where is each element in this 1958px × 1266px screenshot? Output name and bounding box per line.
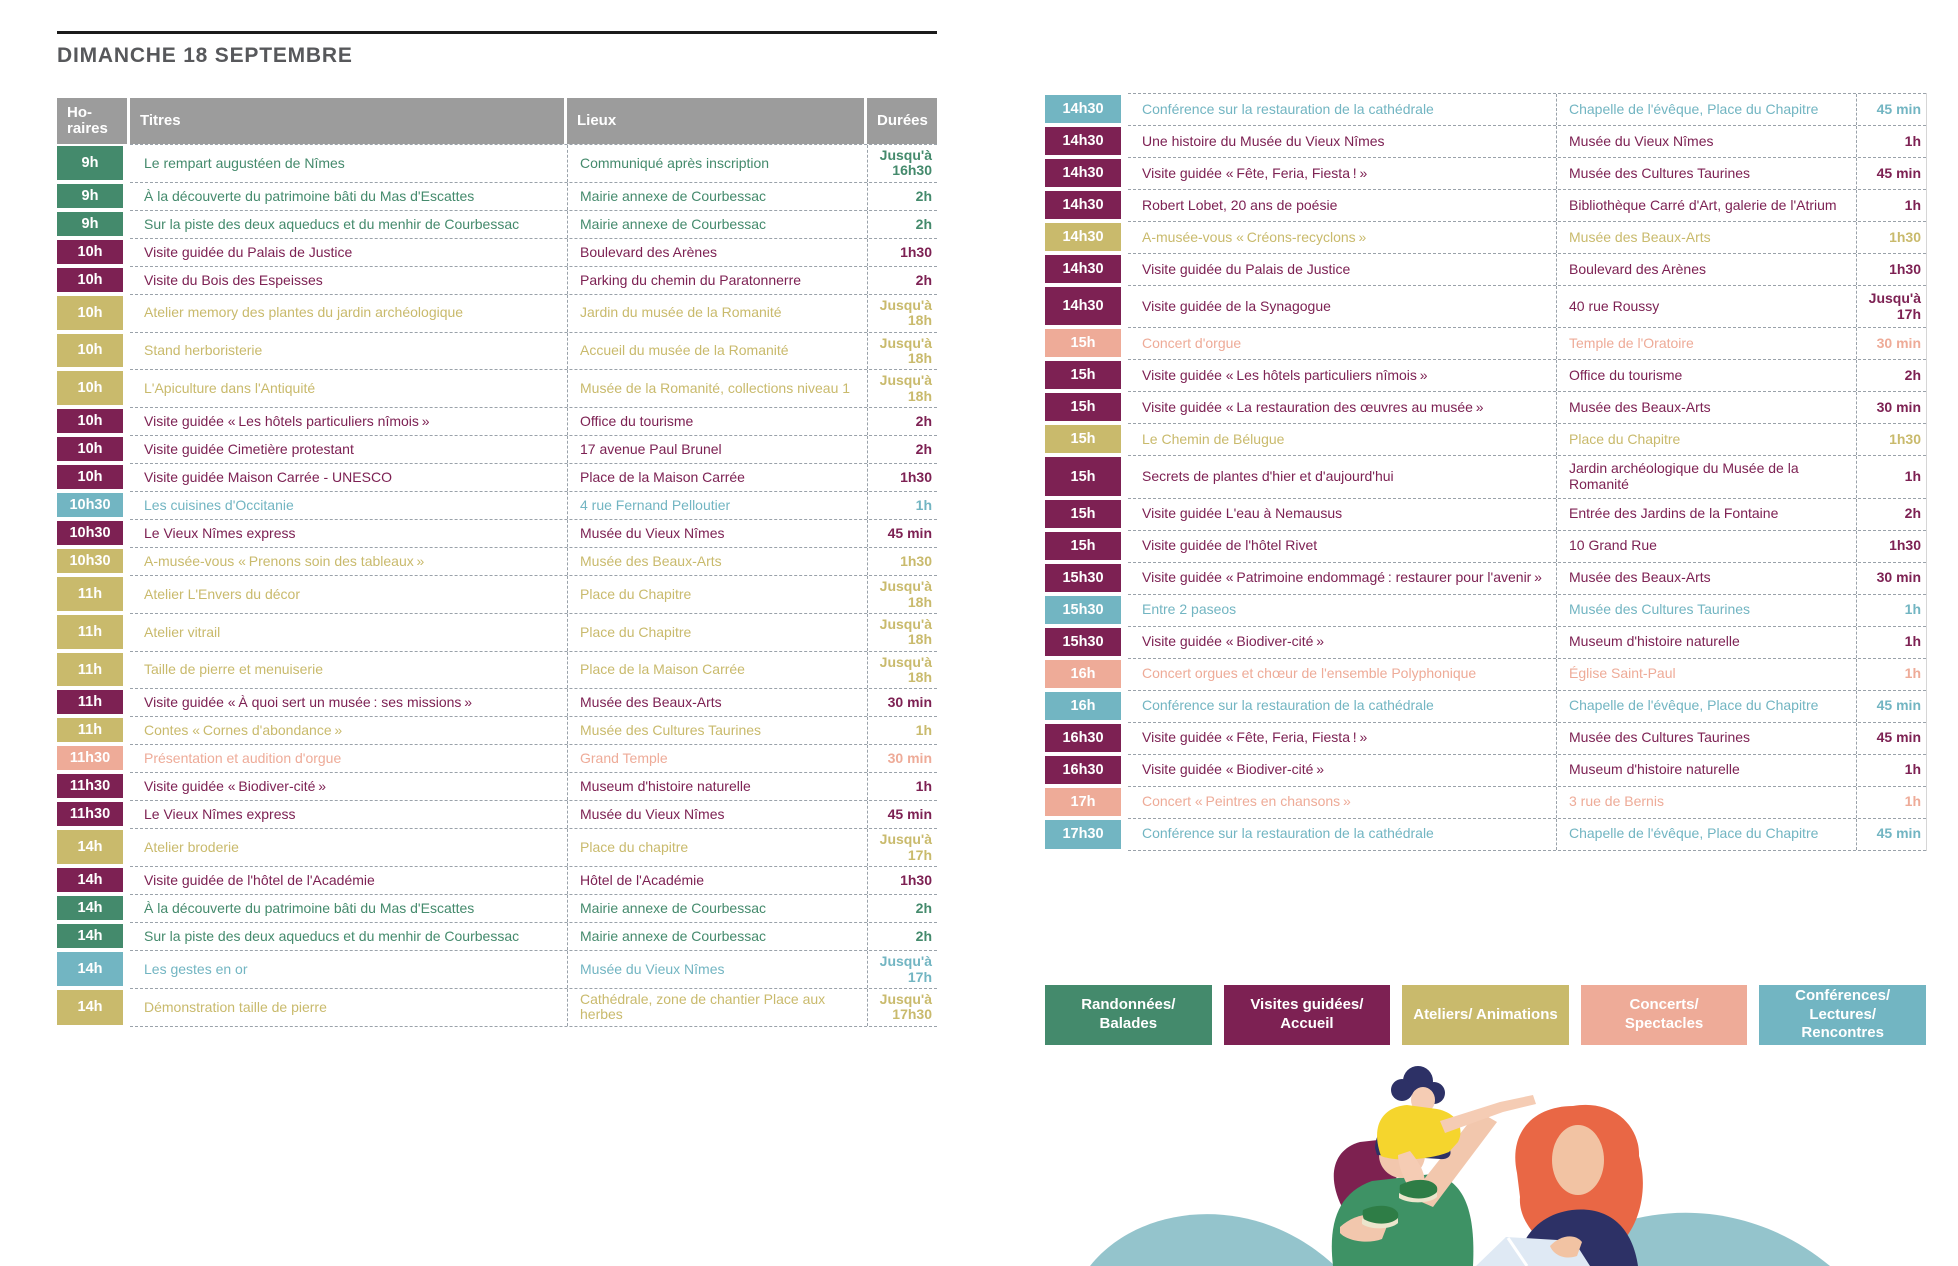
time-cell: 14h30 [1045,159,1121,187]
event-row [57,922,937,950]
event-title: L'Apiculture dans l'Antiquité [144,380,316,397]
event-title: Sur la piste des deux aqueducs et du menhir de Courbessac [144,928,520,945]
event-title: Robert Lobet, 20 ans de poésie [1142,196,1338,213]
woman-face [1552,1125,1604,1195]
time-cell: 17h30 [1045,820,1121,849]
event-duration: 1h30 [867,239,937,266]
schedule-table-afternoon [1045,93,1927,851]
event-title: Visite guidée « Fête, Feria, Fiesta ! » [1142,164,1368,181]
time-cell: 10h [57,334,123,368]
event-location: Chapelle de l'évêque, Place du Chapitre [1556,819,1856,850]
top-rule [57,31,937,34]
event-title: Visite guidée de l'hôtel de l'Académie [144,872,375,889]
event-row [57,435,937,463]
event-location: Entrée des Jardins de la Fontaine [1556,499,1856,530]
event-duration: 2h [1856,499,1926,530]
event-row [1045,818,1926,851]
event-row [1045,93,1926,125]
event-location: Musée des Cultures Taurines [1556,595,1856,626]
time-cell: 11h [57,690,123,714]
event-location: Mairie annexe de Courbessac [567,183,867,210]
event-title: Conférence sur la restauration de la cathédrale [1142,100,1434,117]
event-title: Les gestes en or [144,960,248,977]
event-duration: 1h30 [867,548,937,575]
event-row [57,266,937,294]
time-cell: 10h [57,437,123,461]
event-title: Visite guidée « Les hôtels particuliers nîmois » [144,412,430,429]
event-row [1045,530,1926,562]
event-title: Visite guidée « À quoi sert un musée : ses missions » [144,694,472,711]
event-duration: 2h [867,267,937,294]
event-row [1045,690,1926,722]
event-duration: 2h [867,923,937,950]
event-title: Présentation et audition d'orgue [144,750,342,767]
child-shirt [1377,1105,1460,1159]
event-title: Les cuisines d'Occitanie [144,496,294,513]
time-cell: 10h [57,240,123,264]
event-row [1045,253,1926,285]
event-location: 40 rue Roussy [1556,286,1856,327]
time-cell: 16h [1045,692,1121,720]
event-location: Musée des Beaux-Arts [567,689,867,716]
event-title: Le rempart augustéen de Nîmes [144,154,345,171]
event-duration: 30 min [1856,563,1926,594]
event-location: Place de la Maison Carrée [567,652,867,689]
event-title: Conférence sur la restauration de la cathédrale [1142,697,1434,714]
event-duration: 30 min [867,689,937,716]
event-location: Chapelle de l'évêque, Place du Chapitre [1556,691,1856,722]
event-duration: 30 min [867,745,937,772]
event-title: Stand herboristerie [144,342,263,359]
event-duration: 1h [1856,627,1926,658]
event-title: Visite guidée Maison Carrée - UNESCO [144,468,392,485]
legend-olive: Ateliers/ Animations [1402,985,1569,1045]
event-row [1045,359,1926,391]
event-duration: 2h [867,436,937,463]
family-illustration [1080,1055,1940,1266]
time-cell: 14h [57,896,123,920]
event-duration: 1h30 [1856,531,1926,562]
event-row [57,894,937,922]
event-row [57,800,937,828]
time-cell: 10h30 [57,493,123,517]
event-title: Sur la piste des deux aqueducs et du menhir de Courbessac [144,215,520,232]
event-duration: 45 min [1856,691,1926,722]
event-row [57,772,937,800]
legend-pink: Concerts/ Spectacles [1581,985,1748,1045]
event-location: Mairie annexe de Courbessac [567,923,867,950]
time-cell: 10h30 [57,521,123,545]
event-duration: Jusqu'à 18h [867,576,937,613]
event-title: Conférence sur la restauration de la cathédrale [1142,825,1434,842]
event-row [57,651,937,689]
time-cell: 15h30 [1045,628,1121,656]
event-location: Place de la Maison Carrée [567,464,867,491]
event-location: Place du chapitre [567,829,867,866]
event-duration: Jusqu'à 18h [867,614,937,651]
event-duration: 1h [1856,787,1926,818]
event-duration: 45 min [867,520,937,547]
event-title: À la découverte du patrimoine bâti du Mas d'Escattes [144,900,475,917]
event-location: 4 rue Fernand Pelloutier [567,492,867,519]
event-location: Musée des Beaux-Arts [1556,222,1856,253]
event-title: Le Vieux Nîmes express [144,524,296,541]
time-cell: 15h [1045,361,1121,389]
event-title: Concert « Peintres en chansons » [1142,793,1351,810]
event-duration: 1h [1856,126,1926,157]
event-row [1045,327,1926,359]
event-row [1045,626,1926,658]
header-lieux: Lieux [567,98,864,144]
time-cell: 10h30 [57,549,123,573]
time-cell: 16h30 [1045,724,1121,752]
event-row [57,575,937,613]
event-row [57,210,937,238]
event-title: Atelier L'Envers du décor [144,585,300,602]
event-title: Visite guidée « Biodiver-cité » [1142,633,1325,650]
event-title: Visite guidée « Fête, Feria, Fiesta ! » [1142,729,1368,746]
legend-teal: Conférences/ Lectures/ Rencontres [1759,985,1926,1045]
time-cell: 14h30 [1045,127,1121,155]
time-cell: 15h [1045,393,1121,421]
time-cell: 10h [57,296,123,330]
event-duration: Jusqu'à 18h [867,370,937,407]
event-duration: Jusqu'à 17h30 [867,989,937,1026]
event-location: Temple de l'Oratoire [1556,328,1856,359]
event-row [1045,498,1926,530]
event-duration: Jusqu'à 18h [867,333,937,370]
time-cell: 15h [1045,329,1121,357]
table-body [57,144,937,1027]
event-location: Chapelle de l'évêque, Place du Chapitre [1556,94,1856,125]
event-location: Office du tourisme [1556,360,1856,391]
time-cell: 9h [57,184,123,208]
event-row [1045,594,1926,626]
time-cell: 15h [1045,425,1121,453]
event-location: Museum d'histoire naturelle [567,773,867,800]
event-duration: 1h30 [1856,222,1926,253]
event-row [57,744,937,772]
event-title: Concert d'orgue [1142,335,1242,351]
event-row [57,407,937,435]
event-title: A-musée-vous « Créons-recyclons » [1142,228,1367,245]
event-duration: Jusqu'à 18h [867,295,937,332]
time-cell: 15h [1045,532,1121,560]
event-title: À la découverte du patrimoine bâti du Mas d'Escattes [144,187,475,204]
event-duration: 1h30 [867,464,937,491]
time-cell: 11h [57,653,123,687]
time-cell: 16h [1045,660,1121,688]
time-cell: 15h30 [1045,564,1121,592]
event-title: Atelier memory des plantes du jardin archéologique [144,304,464,321]
event-location: Musée du Vieux Nîmes [1556,126,1856,157]
event-title: Visite du Bois des Espeisses [144,271,323,288]
table-body [1045,93,1926,851]
event-row [57,332,937,370]
event-location: 10 Grand Rue [1556,531,1856,562]
table-header-row [57,98,937,144]
event-duration: 45 min [1856,819,1926,850]
event-title: Visite guidée Cimetière protestant [144,440,354,457]
event-row [57,182,937,210]
event-row [57,519,937,547]
event-location: Bibliothèque Carré d'Art, galerie de l'Atrium [1556,190,1856,221]
event-title: Le Vieux Nîmes express [144,806,296,823]
child-hair [1391,1079,1413,1101]
event-title: Concert orgues et chœur de l'ensemble Polyphonique [1142,665,1477,682]
event-row [57,716,937,744]
event-location: Musée des Cultures Taurines [1556,158,1856,189]
event-location: Place du Chapitre [567,576,867,613]
event-location: Jardin archéologique du Musée de la Romanité [1556,456,1856,497]
time-cell: 10h [57,268,123,292]
event-row [1045,455,1926,497]
event-row [57,294,937,332]
event-title: Visite guidée de l'hôtel Rivet [1142,537,1318,554]
event-title: Visite guidée « Les hôtels particuliers nîmois » [1142,367,1428,383]
event-title: Visite guidée « Biodiver-cité » [144,778,327,795]
event-location: Musée des Cultures Taurines [1556,723,1856,754]
event-title: Atelier vitrail [144,623,221,640]
event-location: Musée du Vieux Nîmes [567,520,867,547]
event-row [1045,722,1926,754]
event-row [1045,754,1926,786]
time-cell: 14h [57,830,123,864]
category-legend [1045,985,1926,1045]
event-location: Musée du Vieux Nîmes [567,951,867,988]
event-row [1045,658,1926,690]
event-duration: 45 min [1856,158,1926,189]
event-location: Musée des Beaux-Arts [567,548,867,575]
event-row [57,547,937,575]
event-location: Boulevard des Arènes [567,239,867,266]
event-duration: 2h [867,895,937,922]
header-horaires: Ho-raires [57,98,127,144]
event-duration: 2h [1856,360,1926,391]
event-location: Hôtel de l'Académie [567,867,867,894]
header-durees: Durées [867,98,937,144]
event-title: Une histoire du Musée du Vieux Nîmes [1142,132,1385,149]
event-duration: 45 min [1856,723,1926,754]
event-location: 3 rue de Bernis [1556,787,1856,818]
event-duration: 1h [867,717,937,744]
event-location: Accueil du musée de la Romanité [567,333,867,370]
event-row [57,463,937,491]
event-duration: Jusqu'à 17h [1856,286,1926,327]
event-location: Musée des Beaux-Arts [1556,392,1856,423]
event-location: Mairie annexe de Courbessac [567,895,867,922]
event-title: Visite guidée du Palais de Justice [1142,260,1351,277]
event-duration: 45 min [867,801,937,828]
event-row [1045,391,1926,423]
event-location: Museum d'histoire naturelle [1556,627,1856,658]
event-row [1045,189,1926,221]
page-title: DIMANCHE 18 SEPTEMBRE [57,44,353,67]
time-cell: 16h30 [1045,756,1121,784]
time-cell: 14h [57,924,123,948]
event-duration: 1h [1856,190,1926,221]
event-location: Cathédrale, zone de chantier Place aux herbes [567,989,867,1026]
event-location: Place du Chapitre [1556,424,1856,455]
time-cell: 14h30 [1045,95,1121,123]
event-row [57,613,937,651]
event-title: Visite guidée de la Synagogue [1142,297,1331,314]
hill-left [1090,1214,1335,1266]
event-location: Place du Chapitre [567,614,867,651]
event-row [1045,562,1926,594]
time-cell: 9h [57,212,123,236]
event-duration: 1h [867,773,937,800]
event-location: Jardin du musée de la Romanité [567,295,867,332]
event-title: Taille de pierre et menuiserie [144,661,323,678]
time-cell: 10h [57,371,123,405]
event-title: Visite guidée « La restauration des œuvres au musée » [1142,399,1484,415]
event-duration: Jusqu'à 17h [867,829,937,866]
event-title: Atelier broderie [144,839,239,856]
time-cell: 14h [57,990,123,1025]
event-duration: 1h [1856,595,1926,626]
time-cell: 14h [57,952,123,986]
event-title: Le Chemin de Bélugue [1142,431,1285,447]
event-title: Visite guidée « Patrimoine endommagé : restaurer pour l'avenir » [1142,569,1542,586]
legend-purple: Visites guidées/ Accueil [1224,985,1391,1045]
time-cell: 15h30 [1045,596,1121,624]
time-cell: 10h [57,465,123,489]
event-title: Visite guidée du Palais de Justice [144,243,353,260]
event-duration: 2h [867,211,937,238]
event-row [1045,157,1926,189]
time-cell: 10h [57,409,123,433]
event-title: Visite guidée L'eau à Nemausus [1142,505,1343,522]
event-duration: 1h30 [1856,424,1926,455]
event-title: Entre 2 paseos [1142,601,1237,618]
time-cell: 14h30 [1045,191,1121,219]
event-location: Parking du chemin du Paratonnerre [567,267,867,294]
event-row [57,988,937,1027]
event-location: Grand Temple [567,745,867,772]
schedule-table-morning [57,98,937,1027]
event-duration: 1h [867,492,937,519]
event-row [57,369,937,407]
event-location: Musée du Vieux Nîmes [567,801,867,828]
event-title: A-musée-vous « Prenons soin des tableaux » [144,552,425,569]
time-cell: 14h30 [1045,255,1121,283]
event-location: Musée des Beaux-Arts [1556,563,1856,594]
event-duration: 2h [867,183,937,210]
event-row [57,491,937,519]
event-location: Mairie annexe de Courbessac [567,211,867,238]
event-location: Musée des Cultures Taurines [567,717,867,744]
event-row [1045,221,1926,253]
event-location: 17 avenue Paul Brunel [567,436,867,463]
event-row [57,950,937,988]
time-cell: 11h [57,718,123,742]
event-title: Contes « Cornes d'abondance » [144,722,343,739]
time-cell: 14h30 [1045,223,1121,251]
event-row [57,688,937,716]
event-duration: 30 min [1856,328,1926,359]
event-row [57,144,937,182]
event-row [57,828,937,866]
event-location: Museum d'histoire naturelle [1556,755,1856,786]
event-duration: 1h30 [867,867,937,894]
event-location: Communiqué après inscription [567,145,867,182]
time-cell: 11h [57,577,123,611]
event-row [1045,125,1926,157]
event-duration: 1h [1856,659,1926,690]
event-location: Musée de la Romanité, collections niveau 1 [567,370,867,407]
event-duration: 1h [1856,755,1926,786]
event-row [1045,786,1926,818]
time-cell: 15h [1045,500,1121,528]
event-location: Boulevard des Arènes [1556,254,1856,285]
time-cell: 9h [57,146,123,180]
event-title: Secrets de plantes d'hier et d'aujourd'hui [1142,468,1394,485]
time-cell: 15h [1045,457,1121,495]
time-cell: 11h30 [57,746,123,770]
event-location: Office du tourisme [567,408,867,435]
time-cell: 14h [57,868,123,892]
event-duration: Jusqu'à 17h [867,951,937,988]
event-row [1045,423,1926,455]
time-cell: 11h [57,615,123,649]
event-duration: 45 min [1856,94,1926,125]
legend-green: Randonnées/ Balades [1045,985,1212,1045]
event-duration: 30 min [1856,392,1926,423]
event-duration: 1h30 [1856,254,1926,285]
event-duration: Jusqu'à 16h30 [867,145,937,182]
event-title: Visite guidée « Biodiver-cité » [1142,761,1325,778]
time-cell: 11h30 [57,774,123,798]
event-duration: Jusqu'à 18h [867,652,937,689]
time-cell: 17h [1045,788,1121,816]
time-cell: 14h30 [1045,287,1121,325]
event-duration: 2h [867,408,937,435]
event-row [57,238,937,266]
event-row [57,866,937,894]
event-location: Église Saint-Paul [1556,659,1856,690]
header-titres: Titres [130,98,564,144]
event-duration: 1h [1856,456,1926,497]
event-row [1045,285,1926,327]
time-cell: 11h30 [57,802,123,826]
event-title: Démonstration taille de pierre [144,998,327,1015]
